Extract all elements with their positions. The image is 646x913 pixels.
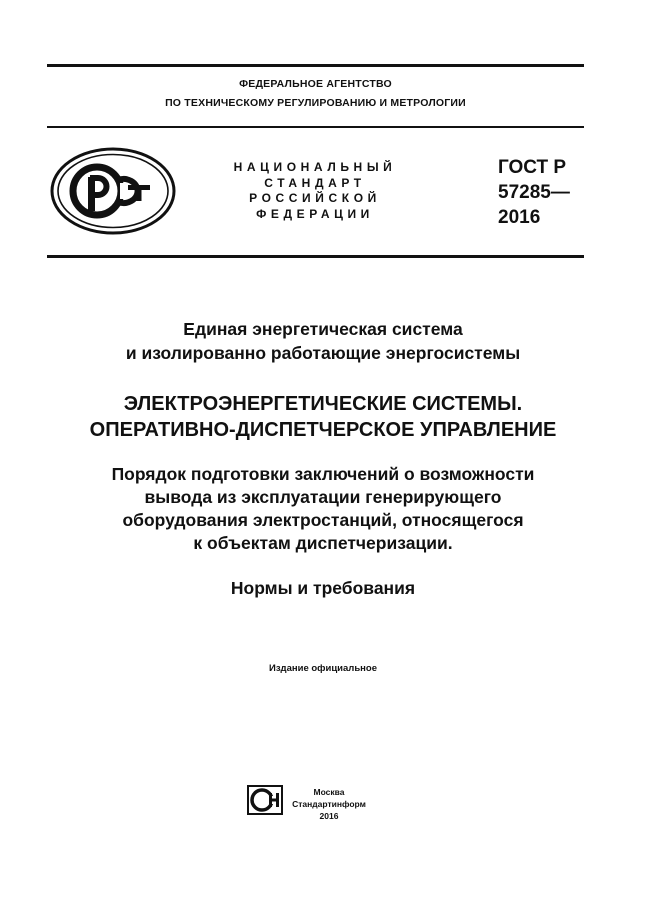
main-title-line: ЭЛЕКТРОЭНЕРГЕТИЧЕСКИЕ СИСТЕМЫ. [123, 393, 523, 415]
subtitle-line: оборудования электростанций, относящегося [122, 510, 524, 530]
main-title [20, 391, 626, 443]
series-title-line: Единая энергетическая система [183, 319, 463, 339]
rst-certification-logo-icon [50, 147, 176, 235]
subtitle-line: Порядок подготовки заключений о возможности [111, 464, 535, 484]
subtitle [20, 463, 626, 555]
edition-label: Издание официальное [269, 663, 377, 674]
national-standard-line: НАЦИОНАЛЬНЫЙ [233, 160, 397, 174]
gost-number [498, 155, 588, 230]
publisher-year: 2016 [319, 811, 339, 821]
national-standard-label [210, 160, 420, 222]
top-rule [47, 64, 584, 67]
header-rule [47, 126, 584, 128]
publisher-name: Стандартинформ [292, 799, 366, 809]
national-standard-line: РОССИЙСКОЙ [249, 191, 381, 205]
gost-number-line: 57285— [498, 182, 570, 203]
national-standard-line: СТАНДАРТ [264, 175, 366, 190]
subtitle-line: к объектам диспетчеризации. [193, 533, 453, 553]
title-rule [47, 255, 584, 258]
part-title: Нормы и требования [230, 578, 416, 598]
gost-number-line: ГОСТ Р [498, 157, 567, 178]
agency-line-2: ПО ТЕХНИЧЕСКОМУ РЕГУЛИРОВАНИЮ И МЕТРОЛОГИИ [165, 97, 466, 109]
publisher-city: Москва [313, 787, 345, 797]
agency-line-1: ФЕДЕРАЛЬНОЕ АГЕНТСТВО [239, 78, 392, 90]
national-standard-line: ФЕДЕРАЦИИ [256, 206, 374, 221]
standartinform-logo-icon [247, 785, 283, 815]
series-title [20, 317, 626, 365]
subtitle-line: вывода из эксплуатации генерирующего [144, 487, 502, 507]
gost-number-line: 2016 [498, 207, 541, 228]
publisher-block [283, 786, 375, 822]
series-title-line: и изолированно работающие энергосистемы [125, 343, 521, 363]
main-title-line: ОПЕРАТИВНО-ДИСПЕТЧЕРСКОЕ УПРАВЛЕНИЕ [89, 419, 557, 441]
